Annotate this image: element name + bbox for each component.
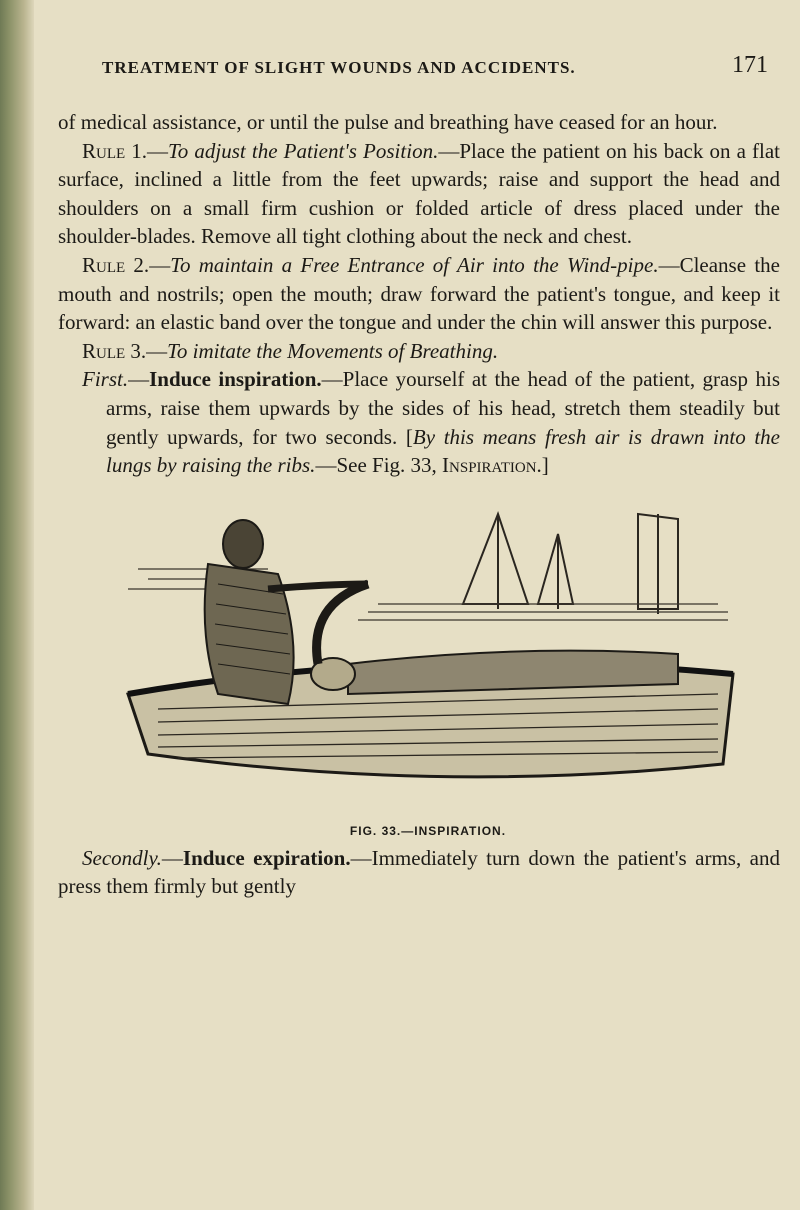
first-step-body: Place yourself at the head of the patient, grasp his arms, raise them upwards by the sides of his head, stretch them steadily but gently upwards, for two seconds.: [106, 367, 780, 449]
inspiration-engraving: [118, 494, 738, 814]
paragraph-continuation: of medical assistance, or until the pulse and breathing have ceased for an hour.: [58, 110, 718, 134]
rule-1-paragraph: Rule 1.—To adjust the Patient's Position.—Place the patient on his back on a flat surface, inclined a little from the feet upwards; raise and support the head and shoulders on a small firm cushion or folded article of dress placed under the shoulder-blades. Remove all tight clothing about the neck and chest.: [58, 138, 780, 249]
figure-reference: See Fig. 33,: [336, 453, 437, 478]
book-binding-edge: [0, 0, 34, 1210]
page-header: [58, 48, 780, 88]
figure-reference-name: Inspiration.: [442, 453, 542, 478]
first-step-paragraph: First.—Induce inspiration.—Place yourself at the head of the patient, grasp his arms, raise them upwards by the sides of his head, stretch them steadily but gently upwards, for two seconds. [By this means fresh air is drawn into the lungs by raising the ribs.—See Fig. 33, Inspiration.]: [82, 367, 780, 478]
figure-caption: FIG. 33.—INSPIRATION.: [349, 823, 507, 838]
second-step-label: Secondly.: [82, 845, 162, 870]
running-head: TREATMENT OF SLIGHT WOUNDS AND ACCIDENTS.: [102, 58, 576, 77]
first-step-heading: Induce inspiration.: [149, 367, 322, 392]
second-step-heading: Induce expiration.: [182, 845, 351, 870]
rule-3-paragraph: Rule 3.—To imitate the Movements of Breathing.: [82, 338, 499, 363]
note-close-bracket: ]: [541, 453, 549, 478]
book-page: [58, 48, 780, 1198]
second-step-body: Immediately turn down the patient's arms, and press them firmly but gently: [58, 845, 780, 899]
rule-2-title: To maintain a Free Entrance of Air into the Wind-pipe.: [170, 252, 659, 277]
page-number: 171: [732, 52, 768, 78]
rule-1-body: Place the patient on his back on a flat surface, inclined a little from the feet upwards; raise and support the head and shoulders on a small firm cushion or folded article of dress placed under the shoulder-blades. Remove all tight clothing about the neck and chest.: [58, 138, 780, 249]
note-open-bracket: [: [405, 424, 413, 449]
rule-2-label: Rule 2.: [82, 252, 150, 277]
rule-1-label: Rule 1.: [82, 138, 148, 163]
rule-1-title: To adjust the Patient's Position.: [168, 138, 439, 163]
rule-2-body: Cleanse the mouth and nostrils; open the mouth; draw forward the patient's tongue, and keep it forward: an elastic band over the tongue and under the chin will answer this purpose.: [58, 252, 780, 335]
rule-3-label: Rule 3.: [82, 338, 147, 363]
rule-3-title: To imitate the Movements of Breathing.: [167, 338, 499, 363]
rule-2-paragraph: Rule 2.—To maintain a Free Entrance of Air into the Wind-pipe.—Cleanse the mouth and nostrils; open the mouth; draw forward the patient's tongue, and keep it forward: an elastic band over the tongue and under the chin will answer this purpose.: [58, 252, 780, 335]
second-step-paragraph: Secondly.—Induce expiration.—Immediately turn down the patient's arms, and press them firmly but gently: [58, 845, 780, 899]
figure-33: [118, 494, 738, 838]
first-step-note: By this means fresh air is drawn into the lungs by raising the ribs.: [106, 424, 780, 478]
first-step-label: First.: [82, 367, 129, 392]
